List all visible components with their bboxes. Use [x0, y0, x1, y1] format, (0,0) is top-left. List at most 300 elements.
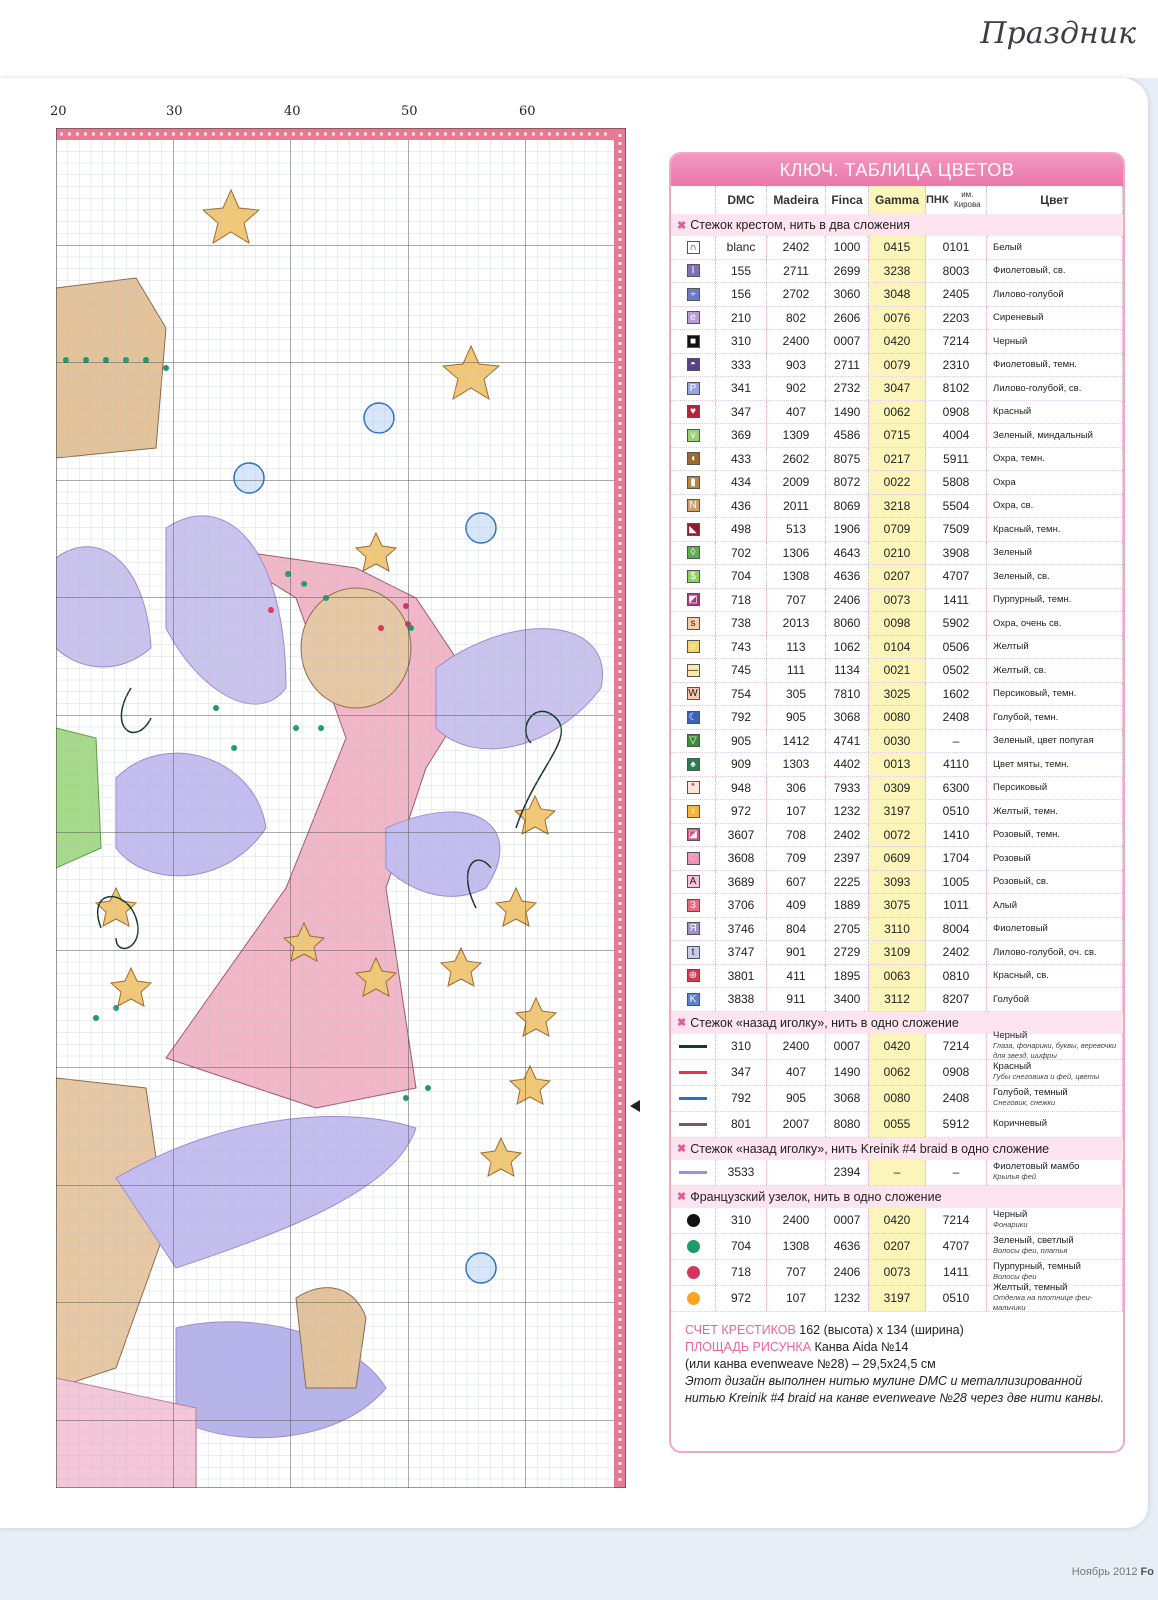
- header-dmc: DMC: [716, 186, 767, 214]
- color-cell: [987, 683, 1123, 706]
- pnk-cell: 8004: [926, 918, 987, 941]
- pnk-cell: 0502: [926, 659, 987, 682]
- dmc-cell: 3801: [716, 965, 767, 988]
- pnk-cell: 8207: [926, 988, 987, 1011]
- pnk-cell: 5902: [926, 612, 987, 635]
- finca-cell: 8080: [826, 1112, 869, 1137]
- madeira-cell: 1308: [767, 565, 826, 588]
- madeira-cell: 2602: [767, 448, 826, 471]
- color-usage-note: Крылья фей: [993, 1172, 1037, 1181]
- finca-cell: 2705: [826, 918, 869, 941]
- madeira-cell: 113: [767, 636, 826, 659]
- pnk-cell: 2310: [926, 354, 987, 377]
- color-name: Желтый, темн.: [993, 805, 1058, 817]
- color-name: Охра, очень св.: [993, 617, 1062, 629]
- color-cell: [987, 918, 1123, 941]
- dmc-cell: 3607: [716, 824, 767, 847]
- symbol-cell: [671, 612, 716, 635]
- stitch-grid: [56, 128, 626, 1488]
- dmc-cell: 704: [716, 1234, 767, 1259]
- color-name: Фиолетовый, темн.: [993, 359, 1078, 371]
- color-cell: [987, 1234, 1123, 1259]
- section-title-text: Стежок «назад иголку», нить в одно сложение: [690, 1015, 959, 1030]
- color-cell: [987, 424, 1123, 447]
- color-cell: [987, 871, 1123, 894]
- gamma-cell: 0709: [869, 518, 926, 541]
- key-row: [671, 495, 1123, 519]
- stitch-symbol-icon: N: [687, 499, 700, 512]
- color-cell: [987, 753, 1123, 776]
- color-usage-note: Волосы феи: [993, 1272, 1037, 1281]
- pnk-cell: 2405: [926, 283, 987, 306]
- symbol-cell: [671, 941, 716, 964]
- dmc-cell: 434: [716, 471, 767, 494]
- dmc-cell: 156: [716, 283, 767, 306]
- color-name: Белый: [993, 241, 1022, 253]
- pnk-cell: 0506: [926, 636, 987, 659]
- finca-cell: 2402: [826, 824, 869, 847]
- color-name: Пурпурный, темн.: [993, 594, 1072, 606]
- color-name: Коричневый: [993, 1118, 1048, 1129]
- pnk-cell: 3908: [926, 542, 987, 565]
- dmc-cell: 436: [716, 495, 767, 518]
- pnk-cell: 1005: [926, 871, 987, 894]
- pnk-cell: 4004: [926, 424, 987, 447]
- finca-cell: 8060: [826, 612, 869, 635]
- key-section-title: [671, 1138, 1123, 1160]
- color-cell: [987, 589, 1123, 612]
- madeira-cell: 407: [767, 401, 826, 424]
- pnk-cell: 1704: [926, 847, 987, 870]
- madeira-cell: 513: [767, 518, 826, 541]
- stitch-symbol-icon: ◩: [688, 594, 698, 606]
- gamma-cell: 0079: [869, 354, 926, 377]
- gamma-cell: 3112: [869, 988, 926, 1011]
- dmc-cell: 3747: [716, 941, 767, 964]
- key-row: [671, 283, 1123, 307]
- gamma-cell: 0072: [869, 824, 926, 847]
- color-key-panel: [669, 152, 1125, 1453]
- symbol-cell: [671, 518, 716, 541]
- color-usage-note: Глаза, фонарики, буквы, веревочки для звезд, шифры: [993, 1041, 1117, 1060]
- dmc-cell: 333: [716, 354, 767, 377]
- gamma-cell: 0217: [869, 448, 926, 471]
- dmc-cell: 792: [716, 1086, 767, 1111]
- color-cell: [987, 307, 1123, 330]
- madeira-cell: 411: [767, 965, 826, 988]
- key-row: [671, 1030, 1123, 1060]
- symbol-cell: [671, 565, 716, 588]
- french-knot-swatch-icon: [687, 1266, 700, 1279]
- dmc-cell: 310: [716, 1034, 767, 1059]
- symbol-cell: [671, 824, 716, 847]
- dmc-cell: 702: [716, 542, 767, 565]
- key-row: [671, 1086, 1123, 1112]
- pnk-cell: 0101: [926, 236, 987, 259]
- key-body: [671, 214, 1123, 1312]
- gamma-cell: 3197: [869, 1286, 926, 1311]
- pnk-cell: 8102: [926, 377, 987, 400]
- color-cell: [987, 565, 1123, 588]
- key-row: [671, 236, 1123, 260]
- symbol-cell: [671, 847, 716, 870]
- finca-cell: 1490: [826, 401, 869, 424]
- section-title: Праздник: [980, 16, 1136, 51]
- color-name: Персиковый, темн.: [993, 688, 1077, 700]
- gamma-cell: 3218: [869, 495, 926, 518]
- color-name: Фиолетовый, св.: [993, 265, 1066, 277]
- pnk-cell: 4707: [926, 565, 987, 588]
- key-row: [671, 542, 1123, 566]
- color-cell: [987, 777, 1123, 800]
- dmc-cell: 801: [716, 1112, 767, 1137]
- header-finca: Finca: [826, 186, 869, 214]
- madeira-cell: 1306: [767, 542, 826, 565]
- gamma-cell: 0207: [869, 565, 926, 588]
- gamma-cell: –: [869, 1160, 926, 1185]
- dmc-cell: 972: [716, 1286, 767, 1311]
- finca-cell: 1895: [826, 965, 869, 988]
- color-name: Красный: [993, 406, 1032, 418]
- symbol-cell: [671, 260, 716, 283]
- symbol-cell: [671, 918, 716, 941]
- madeira-cell: 905: [767, 1086, 826, 1111]
- madeira-cell: 1412: [767, 730, 826, 753]
- key-row: [671, 847, 1123, 871]
- color-cell: [987, 260, 1123, 283]
- key-row: [671, 1160, 1123, 1186]
- key-row: [671, 471, 1123, 495]
- madeira-cell: 305: [767, 683, 826, 706]
- key-row: [671, 988, 1123, 1012]
- finca-cell: 8075: [826, 448, 869, 471]
- madeira-cell: 905: [767, 706, 826, 729]
- dmc-cell: 738: [716, 612, 767, 635]
- stitch-count-value: 162 (высота) x 134 (ширина): [799, 1322, 964, 1337]
- color-name: Голубой, темный: [993, 1087, 1068, 1098]
- key-section-title: [671, 1186, 1123, 1208]
- key-row: [671, 589, 1123, 613]
- finca-cell: 1000: [826, 236, 869, 259]
- finca-cell: 1062: [826, 636, 869, 659]
- stitch-symbol-icon: I: [687, 264, 700, 277]
- color-name: Фиолетовый мамбо: [993, 1161, 1080, 1172]
- madeira-cell: 1309: [767, 424, 826, 447]
- backstitch-swatch-icon: [679, 1071, 707, 1074]
- color-cell: [987, 965, 1123, 988]
- header-pnk-sub: им. Кирова: [953, 190, 981, 209]
- finca-cell: 3400: [826, 988, 869, 1011]
- dmc-cell: 948: [716, 777, 767, 800]
- cross-marker-icon: ✖: [677, 1017, 687, 1029]
- key-row: [671, 871, 1123, 895]
- finca-cell: 0007: [826, 330, 869, 353]
- stitch-count-label: СЧЕТ КРЕСТИКОВ: [685, 1322, 796, 1337]
- finca-cell: 3068: [826, 1086, 869, 1111]
- key-row: [671, 424, 1123, 448]
- color-name: Зеленый, миндальный: [993, 429, 1093, 441]
- gamma-cell: 0309: [869, 777, 926, 800]
- gamma-cell: 0062: [869, 1060, 926, 1085]
- stitch-symbol-icon: ▽: [687, 734, 700, 747]
- symbol-cell: [671, 471, 716, 494]
- symbol-cell: [671, 965, 716, 988]
- color-cell: [987, 377, 1123, 400]
- color-cell: [987, 706, 1123, 729]
- stitch-symbol-icon: t: [687, 946, 700, 959]
- pnk-cell: 0908: [926, 401, 987, 424]
- finca-cell: 2406: [826, 589, 869, 612]
- key-row: [671, 377, 1123, 401]
- gamma-cell: 0063: [869, 965, 926, 988]
- key-row: [671, 612, 1123, 636]
- key-row: [671, 330, 1123, 354]
- color-cell: [987, 518, 1123, 541]
- symbol-cell: [671, 1160, 716, 1185]
- symbol-cell: [671, 753, 716, 776]
- color-name: Алый: [993, 899, 1018, 911]
- pnk-cell: 0810: [926, 965, 987, 988]
- color-cell: [987, 941, 1123, 964]
- stitch-symbol-icon: ♥: [687, 405, 700, 418]
- stitch-symbol-icon: ▮: [687, 476, 700, 489]
- gamma-cell: 0098: [869, 612, 926, 635]
- key-row: [671, 448, 1123, 472]
- madeira-cell: 607: [767, 871, 826, 894]
- finca-cell: 1232: [826, 1286, 869, 1311]
- key-section-title: [671, 1012, 1123, 1034]
- pnk-cell: 4110: [926, 753, 987, 776]
- color-cell: [987, 800, 1123, 823]
- gamma-cell: 0076: [869, 307, 926, 330]
- stitch-symbol-icon: e: [687, 311, 700, 324]
- gamma-cell: 0080: [869, 1086, 926, 1111]
- finca-cell: 2394: [826, 1160, 869, 1185]
- symbol-cell: [671, 659, 716, 682]
- color-usage-note: Фонарики: [993, 1220, 1028, 1229]
- color-cell: [987, 236, 1123, 259]
- color-name: Пурпурный, темный: [993, 1261, 1081, 1272]
- color-name: Лилово-голубой, св.: [993, 382, 1082, 394]
- stitch-symbol-icon: ÷: [687, 288, 700, 301]
- color-name: Красный, темн.: [993, 523, 1061, 535]
- color-cell: [987, 730, 1123, 753]
- gamma-cell: 0062: [869, 401, 926, 424]
- finca-cell: 4643: [826, 542, 869, 565]
- color-usage-note: Губы снеговика и фей, цветы: [993, 1072, 1100, 1081]
- madeira-cell: 707: [767, 1260, 826, 1285]
- madeira-cell: 2007: [767, 1112, 826, 1137]
- finca-cell: 0007: [826, 1034, 869, 1059]
- stitch-symbol-icon: K: [687, 993, 700, 1006]
- column-number: 40: [284, 104, 301, 119]
- pnk-cell: –: [926, 1160, 987, 1185]
- key-row: [671, 706, 1123, 730]
- color-name: Черный: [993, 335, 1028, 347]
- stitch-symbol-icon: P: [687, 382, 700, 395]
- finca-cell: 4636: [826, 1234, 869, 1259]
- madeira-cell: 306: [767, 777, 826, 800]
- madeira-cell: 107: [767, 1286, 826, 1311]
- finca-cell: 4402: [826, 753, 869, 776]
- page-header: [0, 0, 1158, 78]
- madeira-cell: 902: [767, 377, 826, 400]
- key-row: [671, 941, 1123, 965]
- page-footer: [1072, 1566, 1154, 1578]
- gamma-cell: 3109: [869, 941, 926, 964]
- key-row: [671, 730, 1123, 754]
- finca-cell: 2732: [826, 377, 869, 400]
- symbol-cell: [671, 636, 716, 659]
- pnk-cell: 7214: [926, 330, 987, 353]
- color-cell: [987, 448, 1123, 471]
- column-number: 30: [166, 104, 183, 119]
- stitch-symbol-icon: ♀: [687, 805, 700, 818]
- brand-label: Fo: [1140, 1566, 1154, 1578]
- symbol-cell: [671, 1060, 716, 1085]
- finca-cell: 1906: [826, 518, 869, 541]
- gamma-cell: 3047: [869, 377, 926, 400]
- madeira-cell: 911: [767, 988, 826, 1011]
- color-name: Розовый, темн.: [993, 829, 1061, 841]
- madeira-cell: 2400: [767, 330, 826, 353]
- color-cell: [987, 354, 1123, 377]
- pnk-cell: 1602: [926, 683, 987, 706]
- symbol-cell: [671, 377, 716, 400]
- symbol-cell: [671, 495, 716, 518]
- symbol-cell: [671, 424, 716, 447]
- gamma-cell: 3075: [869, 894, 926, 917]
- section-title-text: Стежок крестом, нить в два сложения: [690, 218, 910, 232]
- stitch-symbol-icon: W: [688, 688, 698, 700]
- finca-cell: 2699: [826, 260, 869, 283]
- finca-cell: 2729: [826, 941, 869, 964]
- madeira-cell: 1308: [767, 1234, 826, 1259]
- dmc-cell: 972: [716, 800, 767, 823]
- column-number: 20: [50, 104, 67, 119]
- gamma-cell: 0073: [869, 589, 926, 612]
- gamma-cell: 0415: [869, 236, 926, 259]
- symbol-cell: [671, 283, 716, 306]
- key-row: [671, 260, 1123, 284]
- finca-cell: 2406: [826, 1260, 869, 1285]
- color-name: Лилово-голубой, оч. св.: [993, 946, 1097, 958]
- key-row: [671, 1208, 1123, 1234]
- header-pnk-label: ПНК: [926, 194, 949, 206]
- gamma-cell: 0021: [869, 659, 926, 682]
- column-number: 60: [519, 104, 536, 119]
- pnk-cell: 2408: [926, 706, 987, 729]
- finca-cell: 0007: [826, 1208, 869, 1233]
- finca-cell: 7933: [826, 777, 869, 800]
- color-name: Охра: [993, 476, 1016, 488]
- stitch-symbol-icon: Я: [687, 922, 700, 935]
- color-cell: [987, 1060, 1123, 1085]
- color-usage-note: Снеговик, снежки: [993, 1098, 1056, 1107]
- pnk-cell: 5912: [926, 1112, 987, 1137]
- finca-cell: 1889: [826, 894, 869, 917]
- dmc-cell: 3706: [716, 894, 767, 917]
- color-name: Цвет мяты, темн.: [993, 758, 1070, 770]
- madeira-cell: 1303: [767, 753, 826, 776]
- pnk-cell: 8003: [926, 260, 987, 283]
- pnk-cell: 0908: [926, 1060, 987, 1085]
- color-cell: [987, 894, 1123, 917]
- color-name: Розовый, св.: [993, 876, 1049, 888]
- stitch-symbol-icon: ⊕: [687, 969, 700, 982]
- key-row: [671, 683, 1123, 707]
- dmc-cell: 745: [716, 659, 767, 682]
- gamma-cell: 0715: [869, 424, 926, 447]
- color-name: Красный: [993, 1061, 1032, 1072]
- symbol-cell: [671, 589, 716, 612]
- dmc-cell: 155: [716, 260, 767, 283]
- color-name: Персиковый: [993, 782, 1048, 794]
- finca-cell: 2225: [826, 871, 869, 894]
- finca-cell: 4586: [826, 424, 869, 447]
- color-name: Зеленый: [993, 547, 1032, 559]
- color-usage-note: Отделка на плотнице феи-мальчики: [993, 1293, 1093, 1312]
- gamma-cell: 3197: [869, 800, 926, 823]
- color-cell: [987, 283, 1123, 306]
- key-row: [671, 659, 1123, 683]
- symbol-cell: [671, 542, 716, 565]
- design-area-alt: (или канва evenweave №28) – 29,5x24,5 см: [685, 1356, 936, 1371]
- gamma-cell: 0104: [869, 636, 926, 659]
- color-cell: [987, 636, 1123, 659]
- symbol-cell: [671, 1086, 716, 1111]
- cross-marker-icon: ✖: [677, 1191, 687, 1203]
- key-row: [671, 918, 1123, 942]
- color-cell: [987, 1030, 1123, 1060]
- stitch-symbol-icon: ◖: [687, 452, 700, 465]
- gamma-cell: 0609: [869, 847, 926, 870]
- symbol-cell: [671, 448, 716, 471]
- madeira-cell: 901: [767, 941, 826, 964]
- madeira-cell: 111: [767, 659, 826, 682]
- dmc-cell: blanc: [716, 236, 767, 259]
- color-name: Голубой: [993, 993, 1030, 1005]
- symbol-cell: [671, 894, 716, 917]
- madeira-cell: 709: [767, 847, 826, 870]
- color-name: Желтый: [993, 641, 1029, 653]
- color-name: Охра, темн.: [993, 453, 1045, 465]
- dmc-cell: 754: [716, 683, 767, 706]
- header-color: Цвет: [987, 186, 1123, 214]
- madeira-cell: 407: [767, 1060, 826, 1085]
- symbol-cell: [671, 1034, 716, 1059]
- finca-cell: 8072: [826, 471, 869, 494]
- color-name: Зеленый, цвет попугая: [993, 735, 1094, 747]
- key-section-title: [671, 214, 1123, 236]
- dmc-cell: 704: [716, 565, 767, 588]
- gamma-cell: 0073: [869, 1260, 926, 1285]
- gamma-cell: 3238: [869, 260, 926, 283]
- dmc-cell: 3746: [716, 918, 767, 941]
- symbol-cell: [671, 1260, 716, 1285]
- pnk-cell: 4707: [926, 1234, 987, 1259]
- color-cell: [987, 612, 1123, 635]
- finca-cell: 4741: [826, 730, 869, 753]
- finca-cell: 1490: [826, 1060, 869, 1085]
- stitch-symbol-icon: s: [687, 617, 700, 630]
- center-arrow: [630, 1100, 640, 1112]
- finca-cell: 8069: [826, 495, 869, 518]
- key-row: [671, 518, 1123, 542]
- symbol-cell: [671, 330, 716, 353]
- pnk-cell: 5504: [926, 495, 987, 518]
- symbol-cell: [671, 730, 716, 753]
